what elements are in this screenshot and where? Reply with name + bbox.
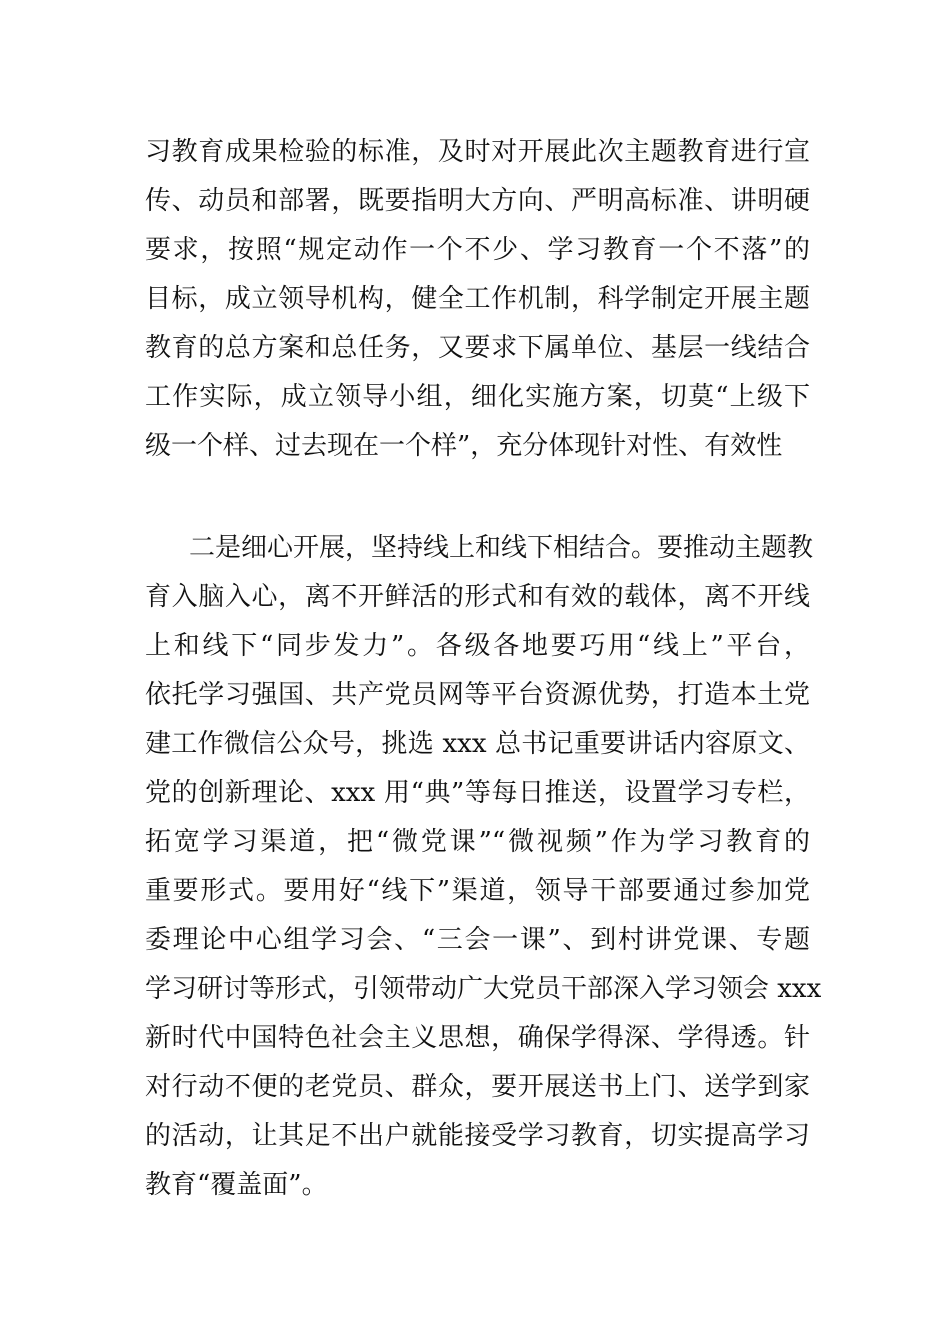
paragraph-line: 委理论中心组学习会、“三会一课”、到村讲党课、专题	[145, 925, 810, 955]
paragraph-line: 工作实际，成立领导小组，细化实施方案，切莫“上级下	[145, 382, 810, 412]
paragraph-line: 党的创新理论、xxx 用“典”等每日推送，设置学习专栏，	[145, 778, 810, 808]
paragraph-2	[145, 524, 822, 1210]
paragraph-line: 拓宽学习渠道，把“微党课”“微视频”作为学习教育的	[145, 827, 810, 857]
paragraph-line: 目标，成立领导机构，健全工作机制，科学制定开展主题	[145, 284, 810, 314]
paragraph-line: 要求，按照“规定动作一个不少、学习教育一个不落”的	[145, 235, 810, 265]
paragraph-line: 重要形式。要用好“线下”渠道，领导干部要通过参加党	[145, 876, 810, 906]
paragraph-line: 依托学习强国、共产党员网等平台资源优势，打造本土党	[145, 680, 810, 710]
paragraph-line: 对行动不便的老党员、群众，要开展送书上门、送学到家	[145, 1072, 810, 1102]
paragraph-line: 育入脑入心，离不开鲜活的形式和有效的载体，离不开线	[145, 582, 810, 612]
paragraph-1	[145, 128, 810, 471]
paragraph-line: 建工作微信公众号，挑选 xxx 总书记重要讲话内容原文、	[145, 729, 810, 759]
paragraph-line: 教育“覆盖面”。	[145, 1170, 328, 1200]
paragraph-line: 的活动，让其足不出户就能接受学习教育，切实提高学习	[145, 1121, 810, 1151]
paragraph-line: 学习研讨等形式，引领带动广大党员干部深入学习领会 xxx	[145, 974, 822, 1004]
paragraph-line: 级一个样、过去现在一个样”，充分体现针对性、有效性	[145, 431, 783, 461]
paragraph-line: 新时代中国特色社会主义思想，确保学得深、学得透。针	[145, 1023, 810, 1053]
paragraph-line: 二是细心开展，坚持线上和线下相结合。要推动主题教	[189, 533, 814, 563]
paragraph-line: 教育的总方案和总任务，又要求下属单位、基层一线结合	[145, 333, 810, 363]
paragraph-line: 上和线下“同步发力”。各级各地要巧用“线上”平台，	[145, 631, 810, 661]
paragraph-line: 传、动员和部署，既要指明大方向、严明高标准、讲明硬	[145, 186, 810, 216]
paragraph-line: 习教育成果检验的标准，及时对开展此次主题教育进行宣	[145, 137, 810, 167]
